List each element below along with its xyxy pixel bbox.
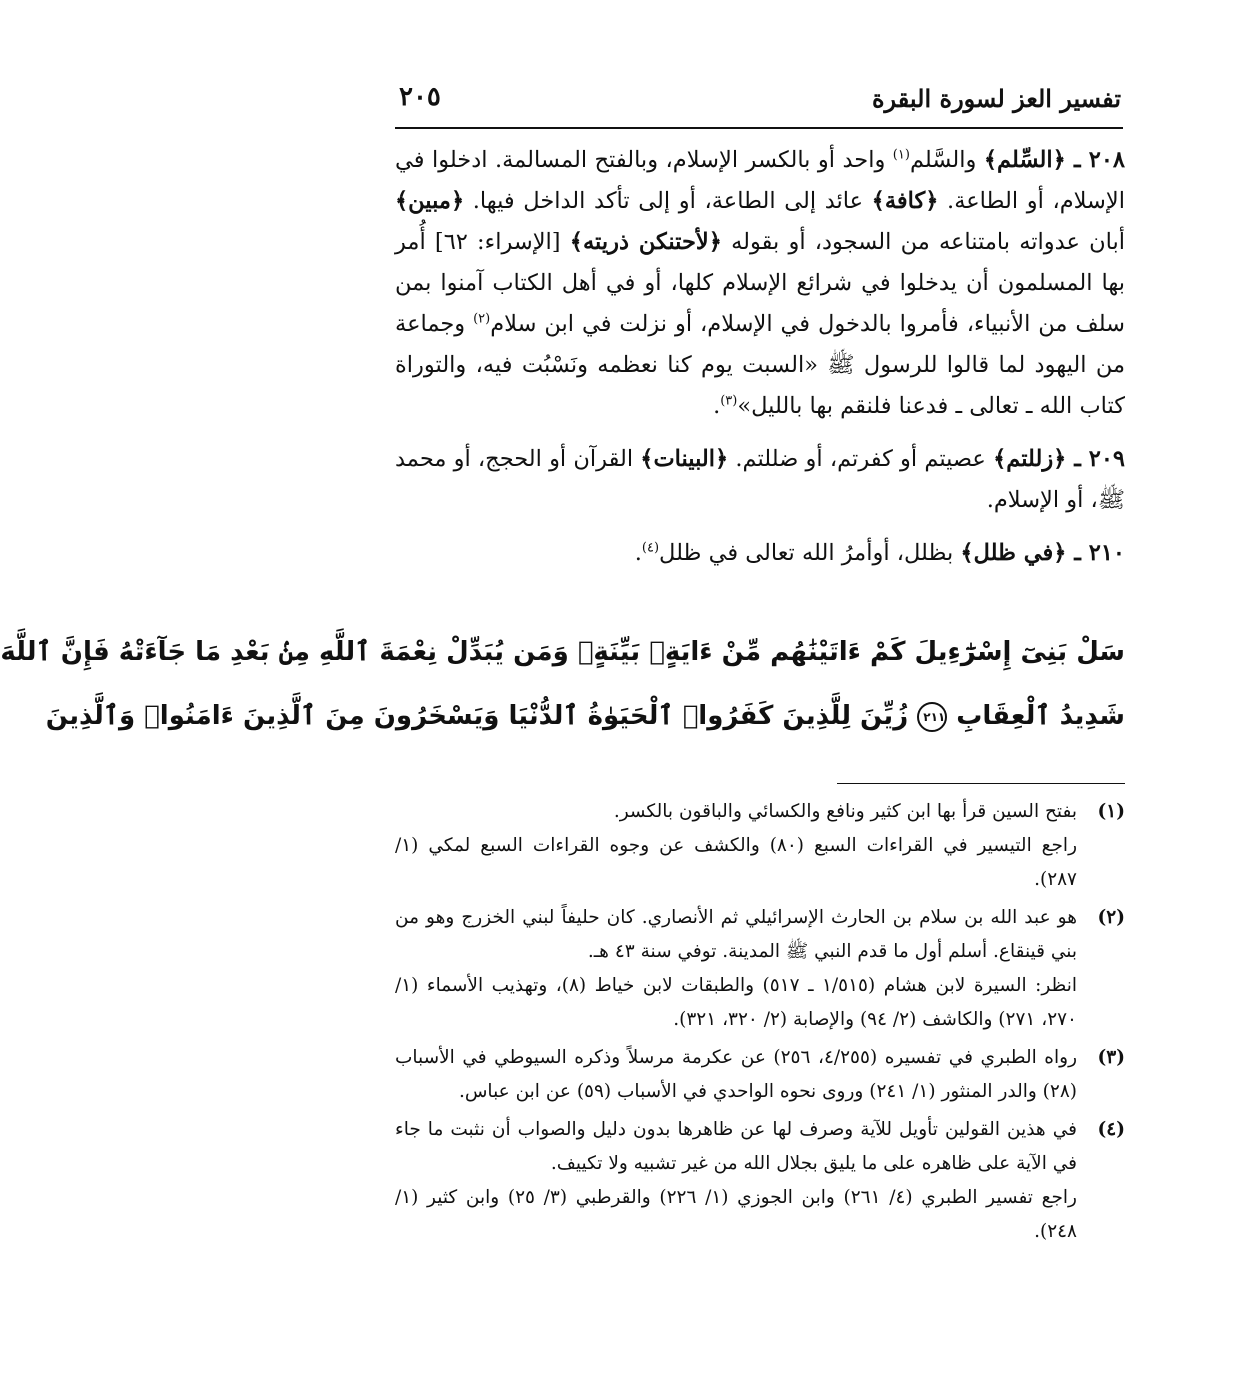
- footnote-2: [395, 901, 1125, 1037]
- footnote-text: بفتح السين قرأ بها ابن كثير ونافع والكسائي والباقون بالكسر.: [613, 801, 1077, 822]
- running-title: تفسير العز لسورة البقرة: [871, 84, 1121, 113]
- header-rule: [395, 127, 1123, 129]
- footnote-text: راجع التيسير في القراءات السبع (٨٠) والكشف عن وجوه القراءات السبع لمكي (١/ ٢٨٧).: [395, 835, 1078, 890]
- quran-verse-block: [0, 620, 1125, 748]
- paragraph-209: ٢٠٩ ـ ﴿زللتم﴾ عصيتم أو كفرتم، أو ضللتم. ﴿البينات﴾ القرآن أو الحجج، أو محمد ﷺ، أو الإسلام.: [395, 446, 1125, 513]
- quran-line-2-start: شَدِيدُ ٱلْعِقَابِ: [956, 701, 1125, 731]
- footnote-rule: [837, 783, 1125, 784]
- footnotes: [395, 795, 1125, 1253]
- page-number: ٢٠٥: [399, 82, 441, 112]
- footnote-number: (٤): [1097, 1119, 1125, 1140]
- ayah-number-marker: ٢١١: [917, 702, 947, 732]
- footnote-number: (٣): [1097, 1047, 1125, 1068]
- footnote-text: هو عبد الله بن سلام بن الحارث الإسرائيلي ثم الأنصاري. كان حليفاً لبني الخزرج وهو من بني قينقاع. أسلم أول ما قدم النبي ﷺ المدينة. توفي سنة ٤٣ هـ.: [395, 907, 1077, 962]
- footnote-number: (٢): [1097, 907, 1125, 928]
- footnote-1: [395, 795, 1125, 897]
- quran-line-2-end: زُيِّنَ لِلَّذِينَ كَفَرُوا۟ ٱلْحَيَوٰةُ ٱلدُّنْيَا وَيَسْخَرُونَ مِنَ ٱلَّذِينَ ءَامَنُوا۟ وَٱلَّذِينَ: [45, 701, 909, 731]
- paragraph-208: ٢٠٨ ـ ﴿السِّلم﴾ والسَّلم$^{(١)}$ واحد أو بالكسر الإسلام، وبالفتح المسالمة. ادخلوا في الإسلام، أو الطاعة. ﴿كافة﴾ عائد إلى الطاعة، أو إلى تأكد الداخل فيها. ﴿مبين﴾ أبان عدواته بامتناعه من السجود، أو بقوله ﴿لأحتنكن ذريته﴾ [الإسراء: ٦٢] أُمر بها المسلمون أن يدخلوا في شرائع الإسلام كلها، أو في أهل الكتاب آمنوا بمن سلف من الأنبياء، فأمروا بالدخول في الإسلام، أو نزلت في ابن سلام$^{(٢)}$ وجماعة من اليهود لما قالوا للرسول ﷺ «السبت يوم كنا نعظمه ونَسْبُت فيه، والتوراة كتاب الله ـ تعالى ـ فدعنا فلنقم بها بالليل»$^{(٣)}$.: [395, 147, 1126, 419]
- footnote-text: في هذين القولين تأويل للآية وصرف لها عن ظاهرها بدون دليل والصواب أن نثبت ما جاء في الآية على ظاهره على ما يليق بجلال الله من غير تشبيه ولا تكييف.: [395, 1119, 1077, 1174]
- commentary-body: [395, 140, 1125, 586]
- footnote-text: انظر: السيرة لابن هشام (١/٥١٥ ـ ٥١٧) والطبقات لابن خياط (٨)، وتهذيب الأسماء (١/ ٢٧٠، ٢٧١) والكاشف (٢/ ٩٤) والإصابة (٢/ ٣٢٠، ٣٢١).: [395, 975, 1078, 1030]
- quran-line-1: سَلْ بَنِىٓ إِسْرَٰٓءِيلَ كَمْ ءَاتَيْنَٰهُم مِّنْ ءَايَةٍۭ بَيِّنَةٍۗ وَمَن يُبَدِّلْ نِعْمَةَ ٱللَّهِ مِنۢ بَعْدِ مَا جَآءَتْهُ فَإِنَّ ٱللَّهَ: [0, 637, 1125, 667]
- footnote-3: [395, 1041, 1125, 1109]
- footnote-number: (١): [1097, 801, 1125, 822]
- footnote-text: رواه الطبري في تفسيره (٤/٢٥٥، ٢٥٦) عن عكرمة مرسلاً وذكره السيوطي في الأسباب (٢٨) والدر المنثور (١/ ٢٤١) وروى نحوه الواحدي في الأسباب (٥٩) عن ابن عباس.: [395, 1047, 1078, 1102]
- page-header: [399, 78, 1121, 118]
- footnote-text: راجع تفسير الطبري (٤/ ٢٦١) وابن الجوزي (١/ ٢٢٦) والقرطبي (٣/ ٢٥) وابن كثير (١/ ٢٤٨).: [395, 1187, 1077, 1242]
- quran-line-2: [45, 684, 1125, 748]
- paragraph-210: ٢١٠ ـ ﴿في ظلل﴾ بظلل، أوأمرُ الله تعالى في ظلل$^{(٤)}$.: [634, 540, 1125, 566]
- footnote-4: [395, 1113, 1125, 1249]
